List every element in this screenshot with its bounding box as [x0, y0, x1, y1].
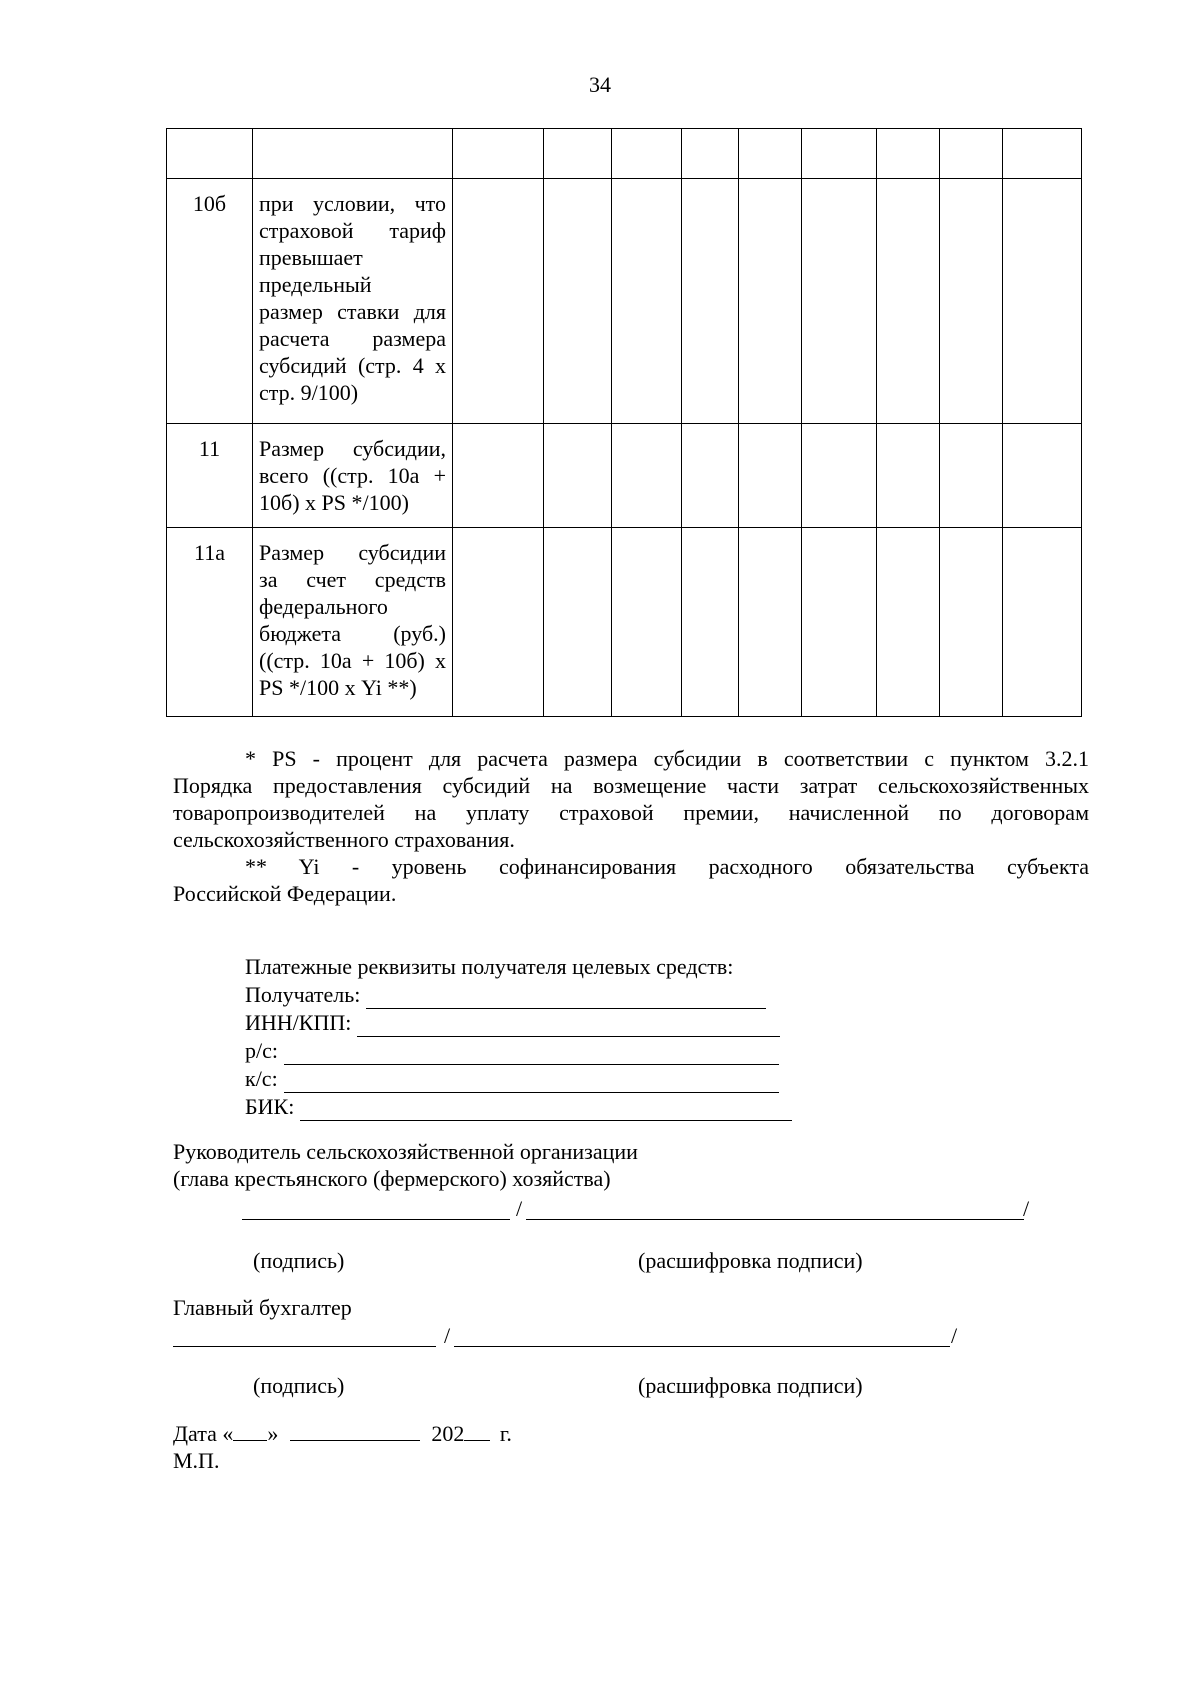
head-signature-field[interactable] — [242, 1219, 510, 1220]
row-description-cell — [253, 179, 453, 424]
date-row — [173, 1420, 512, 1447]
row-number-cell: 11 — [167, 424, 253, 528]
corr-account-label: к/с: — [245, 1066, 278, 1091]
head-title-line1: Руководитель сельскохозяйственной организации — [173, 1139, 638, 1164]
description-line: 10б) х PS */100) — [259, 490, 409, 515]
date-block — [173, 1420, 512, 1474]
value-cell[interactable] — [802, 528, 877, 717]
inn-label: ИНН/КПП: — [245, 1010, 352, 1035]
head-signature-caption: (подпись) — [253, 1248, 345, 1273]
value-cell[interactable] — [453, 179, 544, 424]
value-cell[interactable] — [544, 179, 612, 424]
account-label: р/с: — [245, 1038, 278, 1063]
value-cell[interactable] — [940, 424, 1003, 528]
description-line: ((стр. 10а + 10б) х — [259, 648, 446, 673]
value-cell[interactable] — [612, 179, 682, 424]
value-cell[interactable] — [877, 528, 940, 717]
value-cell[interactable] — [802, 129, 877, 179]
accountant-title-text: Главный бухгалтер — [173, 1295, 352, 1320]
footnotes — [173, 745, 1089, 907]
value-cell[interactable] — [612, 424, 682, 528]
row-description-cell — [253, 129, 453, 179]
value-cell[interactable] — [682, 129, 739, 179]
recipient-row — [245, 981, 792, 1009]
value-cell[interactable] — [739, 129, 802, 179]
date-day-field[interactable] — [233, 1420, 267, 1441]
value-cell[interactable] — [802, 179, 877, 424]
footnote-line: * PS - процент для расчета размера субсидии в соответствии с пунктом 3.2.1 — [245, 746, 1089, 771]
accountant-signature-slash-right: / — [951, 1323, 958, 1348]
head-decoding-caption: (расшифровка подписи) — [638, 1248, 863, 1273]
value-cell[interactable] — [682, 424, 739, 528]
row-number-cell: 11а — [167, 528, 253, 717]
value-cell[interactable] — [612, 528, 682, 717]
stamp-label: М.П. — [173, 1448, 220, 1473]
footnote-line: Российской Федерации. — [173, 881, 397, 906]
table-row — [167, 424, 1082, 528]
table-row — [167, 179, 1082, 424]
table-row — [167, 528, 1082, 717]
date-year-suffix: г. — [499, 1421, 512, 1446]
footnote-line: ** Yi - уровень софинансирования расходного обязательства субъекта — [245, 854, 1089, 879]
value-cell[interactable] — [877, 129, 940, 179]
date-year-field[interactable] — [464, 1420, 490, 1441]
value-cell[interactable] — [802, 424, 877, 528]
value-cell[interactable] — [453, 528, 544, 717]
description-line: за счет средств — [259, 567, 446, 592]
value-cell[interactable] — [682, 179, 739, 424]
head-decoding-field[interactable] — [526, 1219, 1024, 1220]
description-line: предельный — [259, 272, 372, 297]
date-month-field[interactable] — [290, 1420, 420, 1441]
value-cell[interactable] — [1003, 528, 1082, 717]
description-line: превышает — [259, 245, 363, 270]
table-row — [167, 129, 1082, 179]
value-cell[interactable] — [682, 528, 739, 717]
value-cell[interactable] — [940, 179, 1003, 424]
page-number: 34 — [589, 72, 611, 97]
row-number-cell — [167, 129, 253, 179]
description-line: расчета размера — [259, 326, 446, 351]
description-line: всего ((стр. 10а + — [259, 463, 446, 488]
bik-row — [245, 1093, 792, 1121]
value-cell[interactable] — [1003, 129, 1082, 179]
head-signature-slash-right: / — [1023, 1196, 1030, 1221]
requisites-title — [245, 953, 792, 981]
value-cell[interactable] — [544, 129, 612, 179]
description-line: Размер субсидии, — [259, 436, 446, 461]
head-title-line2: (глава крестьянского (фермерского) хозяйства) — [173, 1166, 611, 1191]
recipient-label: Получатель: — [245, 982, 361, 1007]
subsidy-calculation-table — [166, 128, 1082, 717]
value-cell[interactable] — [877, 424, 940, 528]
accountant-title — [173, 1294, 352, 1321]
value-cell[interactable] — [453, 424, 544, 528]
description-line: при условии, что — [259, 191, 446, 216]
head-signature-slash-left: / — [516, 1196, 523, 1221]
requisites-title-text: Платежные реквизиты получателя целевых средств: — [245, 954, 734, 979]
value-cell[interactable] — [612, 129, 682, 179]
value-cell[interactable] — [877, 179, 940, 424]
value-cell[interactable] — [739, 179, 802, 424]
inn-field[interactable] — [357, 1014, 780, 1037]
footnote-line: товаропроизводителей на уплату страховой премии, начисленной по договорам — [173, 800, 1089, 825]
accountant-signature-field[interactable] — [173, 1346, 436, 1347]
description-line: страховой тариф — [259, 218, 446, 243]
date-prefix: Дата « — [173, 1421, 234, 1446]
footnote-ps — [173, 745, 1089, 853]
accountant-signature-caption: (подпись) — [253, 1373, 345, 1398]
row-number-cell: 10б — [167, 179, 253, 424]
value-cell[interactable] — [1003, 424, 1082, 528]
value-cell[interactable] — [940, 528, 1003, 717]
description-line: федерального — [259, 594, 388, 619]
value-cell[interactable] — [940, 129, 1003, 179]
accountant-decoding-caption: (расшифровка подписи) — [638, 1373, 863, 1398]
value-cell[interactable] — [453, 129, 544, 179]
value-cell[interactable] — [544, 528, 612, 717]
payment-requisites — [245, 953, 792, 1121]
description-line: Размер субсидии — [259, 540, 446, 565]
description-line: субсидий (стр. 4 х — [259, 353, 446, 378]
footnote-line: Порядка предоставления субсидий на возмещение части затрат сельскохозяйственных — [173, 773, 1089, 798]
footnote-yi — [173, 853, 1089, 907]
date-year-prefix: 202 — [431, 1421, 465, 1446]
value-cell[interactable] — [1003, 179, 1082, 424]
description-line: размер ставки для — [259, 299, 446, 324]
row-description-cell — [253, 528, 453, 717]
corr-account-field[interactable] — [284, 1070, 779, 1093]
account-field[interactable] — [284, 1042, 779, 1065]
value-cell[interactable] — [739, 528, 802, 717]
recipient-field[interactable] — [366, 986, 766, 1009]
value-cell[interactable] — [739, 424, 802, 528]
description-line: PS */100 х Yi **) — [259, 675, 417, 700]
row-description-cell — [253, 424, 453, 528]
bik-field[interactable] — [300, 1098, 792, 1121]
account-row — [245, 1037, 792, 1065]
accountant-decoding-field[interactable] — [454, 1346, 950, 1347]
description-line: бюджета (руб.) — [259, 621, 446, 646]
head-title — [173, 1138, 638, 1192]
date-quote-close: » — [267, 1421, 279, 1446]
bik-label: БИК: — [245, 1094, 295, 1119]
corr-account-row — [245, 1065, 792, 1093]
value-cell[interactable] — [544, 424, 612, 528]
footnote-line: сельскохозяйственного страхования. — [173, 827, 515, 852]
inn-row — [245, 1009, 792, 1037]
accountant-signature-slash-left: / — [444, 1323, 451, 1348]
description-line: стр. 9/100) — [259, 380, 359, 405]
